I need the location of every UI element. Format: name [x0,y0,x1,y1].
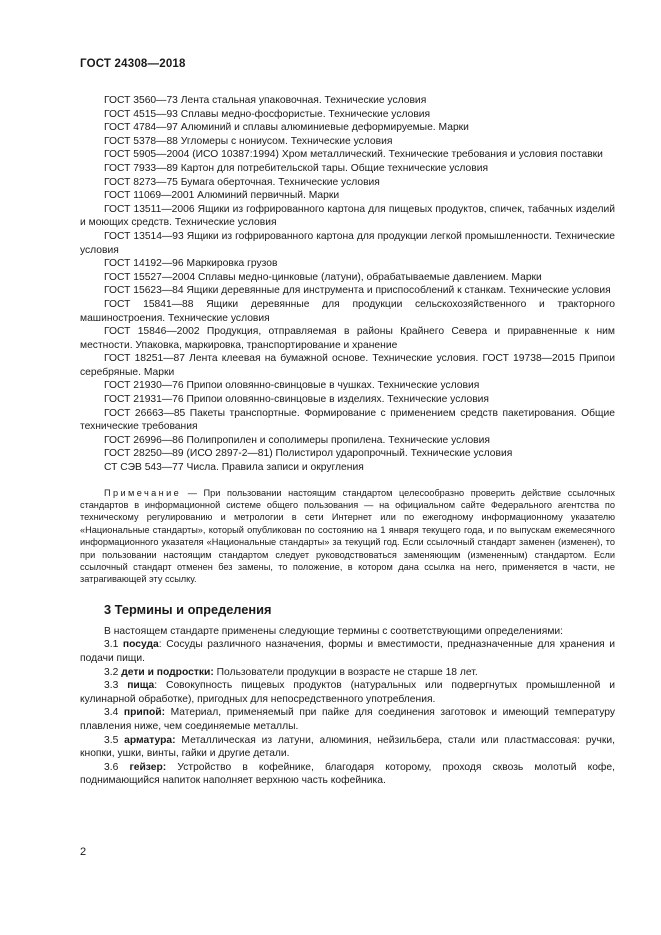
reference-item: ГОСТ 4784—97 Алюминий и сплавы алюминиевые деформируемые. Марки [104,122,469,134]
note-text: — При пользовании настоящим стандартом целесообразно проверить действие ссылочных стандартов в информационной системе общего пользования — на официальном сайте Федерального агентства по техническому регулированию и метрологии в сети Интернет или по ежегодному информационному указателю «Национальные стандарты», который опубликован по состоянию на 1 января текущего года, и по выпускам ежемесячного информационного указателя «Национальные стандарты» за текущий год. Если ссылочный стандарт заменен (изменен), то при пользовании настоящим стандартом следует руководствоваться заменяющим (измененным) стандартом. Если ссылочный стандарт отменен без замены, то положение, в котором дана ссылка на него, применяется в части, не затрагивающей эту ссылку. [80,487,615,585]
term-definition: Пользователи продукции в возрасте не старше 18 лет. [213,666,478,678]
reference-item: ГОСТ 4515—93 Сплавы медно-фосфористые. Технические условия [104,108,431,120]
reference-item: ГОСТ 21931—76 Припои оловянно-свинцовые в изделиях. Технические условия [104,394,490,406]
reference-item: ГОСТ 28250—89 (ИСО 2897-2—81) Полистирол ударопрочный. Технические условия [104,448,513,460]
note-paragraph [80,487,615,586]
reference-item: СТ СЭВ 543—77 Числа. Правила записи и округления [104,462,364,474]
term-definition: Материал, применяемый при пайке для соединения заготовок и имеющий температуру плавления ниже, чем соединяемые металлы. [80,707,615,733]
reference-item: ГОСТ 7933—89 Картон для потребительской тары. Общие технические условия [104,162,489,174]
term-name: пища [127,680,155,692]
reference-item: ГОСТ 8273—75 Бумага оберточная. Технические условия [104,176,380,188]
term-definition: Совокупность пищевых продуктов (натуральных или подвергнутых промышленной и кулинарной обработке), пригодных для непосредственного употребления. [80,680,615,705]
terms-section [80,625,615,788]
reference-item: ГОСТ 13514—93 Ящики из гофрированного картона для продукции легкой промышленности. Технические условия [80,230,615,256]
reference-item: ГОСТ 5905—2004 (ИСО 10387:1994) Хром металлический. Технические требования и условия поставки [104,149,603,161]
note-label: Примечание [104,487,182,498]
reference-item: ГОСТ 18251—87 Лента клеевая на бумажной основе. Технические условия. ГОСТ 19738—2015 Припои серебряные. Марки [80,353,615,378]
term-separator: : [158,639,162,651]
term-entry [80,638,615,665]
term-entry [80,734,615,761]
term-definition: Сосуды различного назначения, формы и вместимости, предназначенные для хранения и подачи пищи. [80,639,615,665]
reference-item: ГОСТ 21930—76 Припои оловянно-свинцовые в чушках. Технические условия [104,380,480,392]
reference-item: ГОСТ 15846—2002 Продукция, отправляемая в районы Крайнего Севера и приравненные к ним местности. Упаковка, маркировка, транспортирование и хранение [80,326,615,351]
term-separator: : [154,680,158,692]
document-header: ГОСТ 24308—2018 [80,58,186,70]
term-definition: Металлическая из латуни, алюминия, нейзильбера, стали или пластмассовая: ручки, кнопки, ушки, винты, гайки и другие детали. [80,734,615,760]
term-number: 3.1 [104,639,119,651]
section-title: 3 Термины и определения [104,601,272,617]
term-number: 3.5 [104,734,119,746]
reference-item: ГОСТ 26663—85 Пакеты транспортные. Формирование с применением средств пакетирования. Общие технические требования [80,407,615,433]
term-name: посуда [122,639,159,651]
page-content [80,94,615,788]
reference-item: ГОСТ 26996—86 Полипропилен и сополимеры пропилена. Технические условия [104,434,490,446]
term-number: 3.4 [104,707,119,719]
term-number: 3.3 [104,680,119,692]
note-block [80,487,615,586]
term-entry [80,679,615,706]
reference-item: ГОСТ 11069—2001 Алюминий первичный. Марки [104,190,340,202]
section-intro: В настоящем стандарте применены следующие термины с соответствующими определениями: [104,625,564,637]
term-definition: Устройство в кофейнике, благодаря которому, проходя сквозь молотый кофе, поднимающийся напиток наполняет верхнюю часть кофейника. [80,761,615,787]
term-number: 3.6 [104,761,119,773]
term-entry [80,666,615,680]
page-number: 2 [80,846,87,858]
reference-item: ГОСТ 14192—96 Маркировка грузов [104,258,278,270]
term-number: 3.2 [104,666,119,678]
term-entry [80,761,615,788]
normative-references-list [80,94,615,475]
term-name: припой: [123,707,165,719]
term-name: гейзер: [129,761,167,773]
term-name: арматура: [124,734,176,746]
reference-item: ГОСТ 3560—73 Лента стальная упаковочная. Технические условия [104,95,427,106]
reference-item: ГОСТ 13511—2006 Ящики из гофрированного картона для пищевых продуктов, спичек, табачных изделий и моющих средств. Технические условия [80,203,615,229]
reference-item: ГОСТ 15623—84 Ящики деревянные для инструмента и приспособлений к станкам. Технические условия [104,285,611,297]
term-name: дети и подростки: [121,666,214,678]
reference-item: ГОСТ 15841—88 Ящики деревянные для продукции сельскохозяйственного и тракторного машиностроения. Технические условия [80,298,615,324]
term-entry [80,706,615,733]
reference-item: ГОСТ 5378—88 Угломеры с нониусом. Технические условия [104,135,393,147]
reference-item: ГОСТ 15527—2004 Сплавы медно-цинковые (латуни), обрабатываемые давлением. Марки [104,271,542,283]
